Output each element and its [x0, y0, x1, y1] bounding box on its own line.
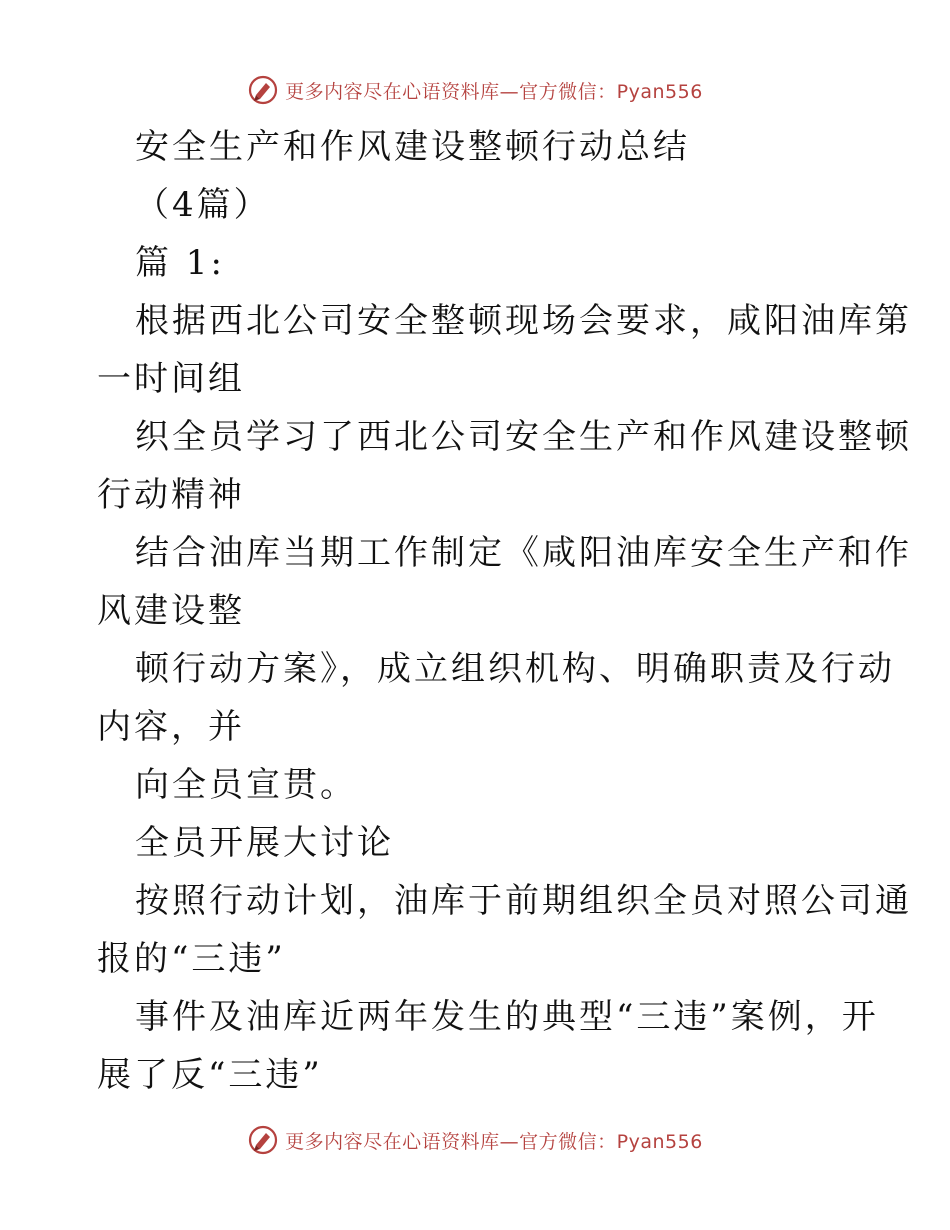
text-line: 结合油库当期工作制定《咸阳油库安全生产和作 [135, 533, 912, 573]
text-line: 内容，并 [97, 707, 245, 747]
text-line: 篇 1: [135, 243, 225, 283]
text-line: 展了反“三违” [97, 1055, 323, 1095]
text-line: 根据西北公司安全整顿现场会要求，咸阳油库第 [135, 301, 912, 341]
text-line: 风建设整 [97, 591, 245, 631]
text-line: （4篇） [135, 185, 271, 225]
text-line: 报的“三违” [97, 939, 286, 979]
pen-logo-icon [247, 1124, 279, 1156]
header-watermark [0, 70, 950, 110]
watermark-text: 更多内容尽在心语资料库—官方微信：Pyan556 [285, 1130, 703, 1153]
footer-watermark [0, 1120, 950, 1160]
watermark-text: 更多内容尽在心语资料库—官方微信：Pyan556 [285, 80, 703, 103]
text-line: 事件及油库近两年发生的典型“三违”案例，开 [135, 997, 879, 1037]
text-line: 行动精神 [97, 475, 245, 515]
text-line: 顿行动方案》，成立组织机构、明确职责及行动 [135, 649, 895, 689]
text-line: 织全员学习了西北公司安全生产和作风建设整顿 [135, 417, 912, 457]
document-body [97, 118, 912, 1104]
pen-logo-icon [247, 74, 279, 106]
text-line: 按照行动计划，油库于前期组织全员对照公司通 [135, 881, 912, 921]
text-line: 全员开展大讨论 [135, 823, 394, 863]
text-line: 一时间组 [97, 359, 245, 399]
text-line: 向全员宣贯。 [135, 765, 357, 805]
text-line: 安全生产和作风建设整顿行动总结 [135, 127, 690, 167]
